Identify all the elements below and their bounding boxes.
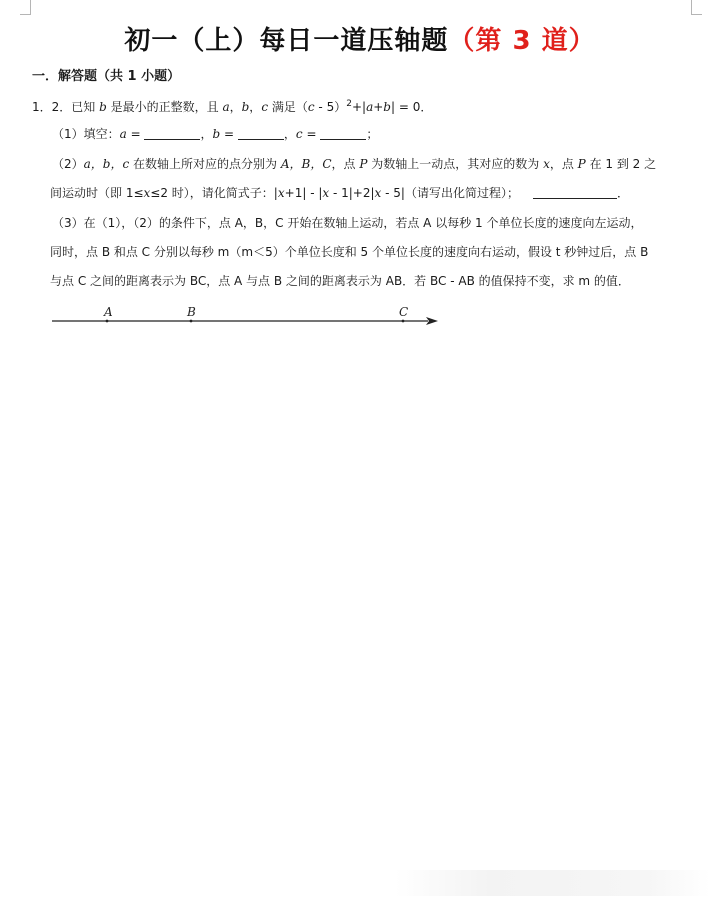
point-a-label: A [104,305,113,319]
point-c-label: C [399,305,409,319]
title-highlight: 第 3 道 [475,26,569,56]
answer-blank-a[interactable] [144,127,200,140]
page-corner-mark-right [691,0,702,15]
part-2-line-1: （2）a，b，c 在数轴上所对应的点分别为 A，B，C，点 P 为数轴上一动点，其对应的数为 x，点 P 在 1 到 2 之 [52,157,657,171]
question-stem: 1．2．已知 b 是最小的正整数，且 a，b，c 满足（c - 5）$^2$+|a+b| = 0． [32,99,433,114]
answer-blank-part-2[interactable] [533,186,617,199]
part-3-line-2: 同时，点 B 和点 C 分别以每秒 m（m＜5）个单位长度和 5 个单位长度的速度向右运动，假设 t 秒钟过后，点 B [50,245,649,259]
part-3-line-1: （3）在（1），（2）的条件下，点 A，B，C 开始在数轴上运动，若点 A 以每秒 1 个单位长度的速度向左运动， [52,216,643,230]
number-line-figure [50,302,442,332]
answer-blank-c[interactable] [320,127,366,140]
section-heading: 一．解答题（共 1 小题） [32,69,181,84]
scan-shadow [395,870,710,896]
part-2-line-2: 间运动时（即 1≤x≤2 时），请化简式子：|x+1| - |x - 1|+2|x - 5|（请写出化简过程）； ． [50,186,629,200]
page-corner-mark-left [20,0,31,15]
part-1: （1）填空：a = ，b = ，c = ； [52,127,379,141]
point-a-dot [106,320,109,323]
point-b-label: B [187,305,196,319]
title-paren-close: ） [568,26,596,56]
point-c-dot [402,320,405,323]
page-title: 初一（上）每日一道压轴题（第 3 道） [124,26,596,56]
point-b-dot [190,320,193,323]
part-3-line-3: 与点 C 之间的距离表示为 BC，点 A 与点 B 之间的距离表示为 AB．若 BC - AB 的值保持不变，求 m 的值． [50,274,630,288]
title-paren-open: （ [448,26,476,56]
answer-blank-b[interactable] [238,127,284,140]
